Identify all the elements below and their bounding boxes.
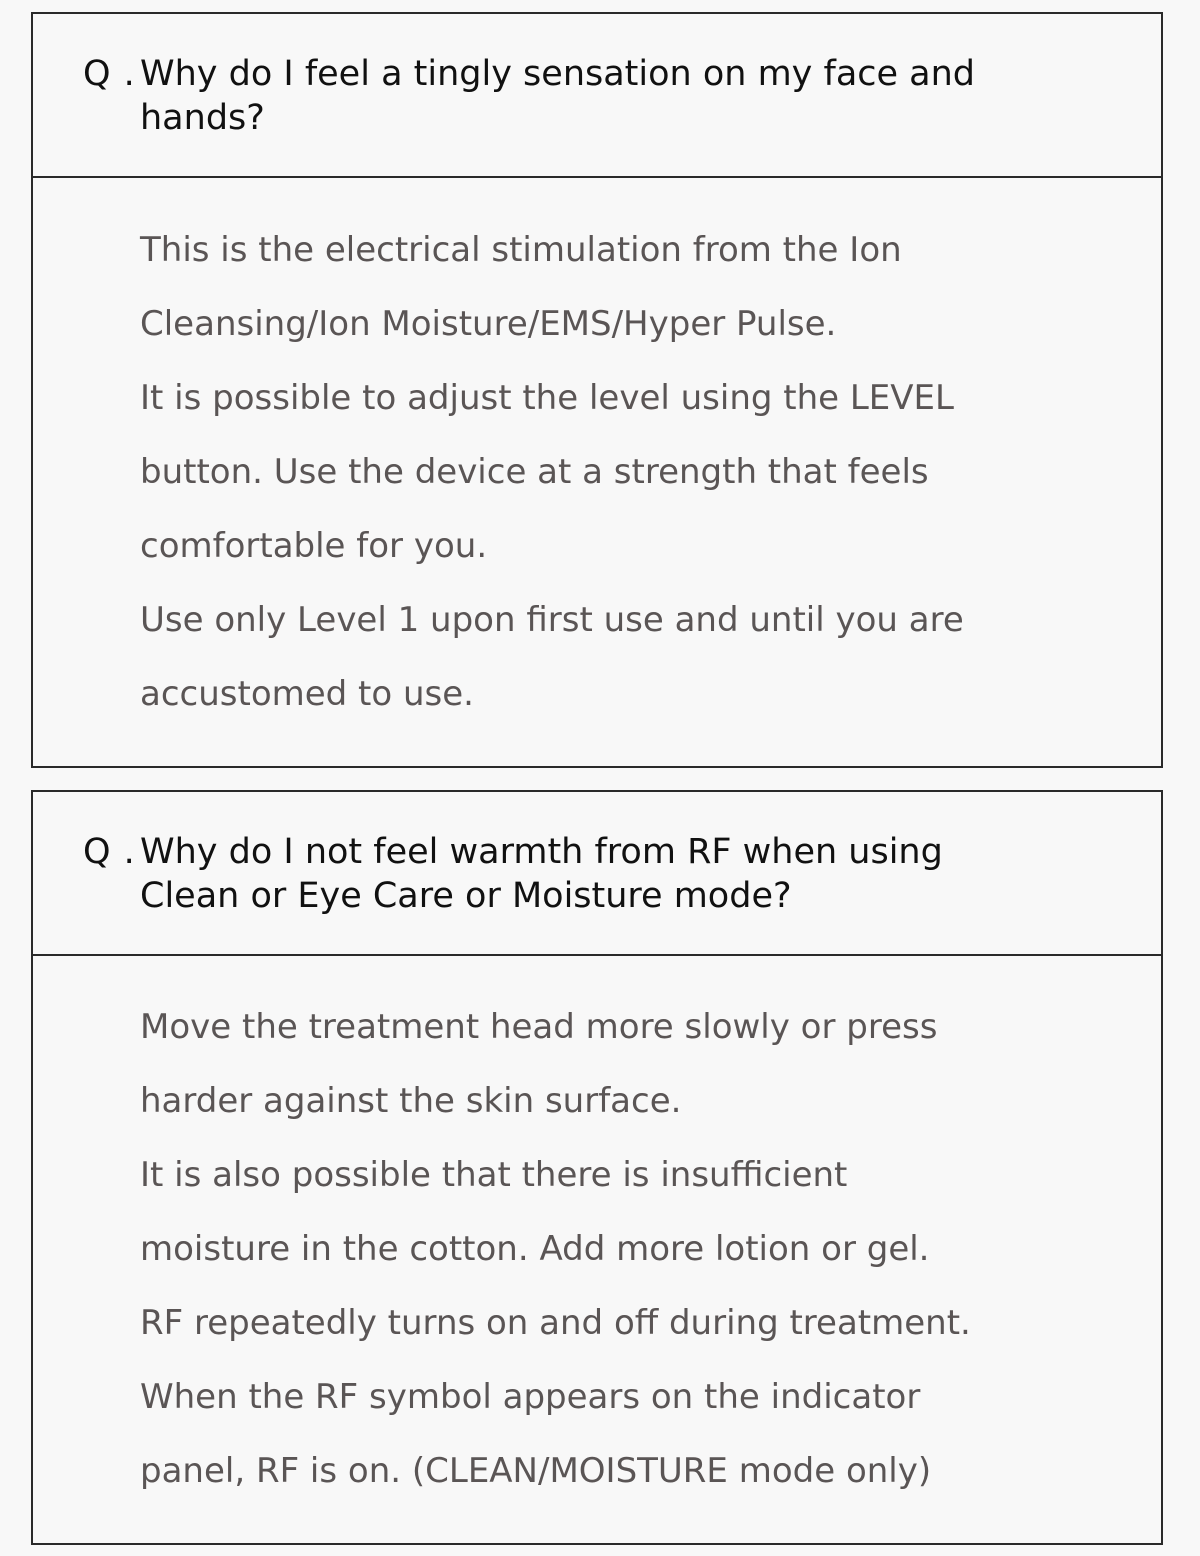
- question-line: Clean or Eye Care or Moisture mode?: [140, 876, 792, 916]
- answer-line: comfortable for you.: [140, 526, 488, 566]
- question-text: [140, 830, 1100, 918]
- answer-line: When the RF symbol appears on the indicator: [140, 1377, 921, 1417]
- faq-item-tingly-sensation: [31, 12, 1163, 768]
- question-header: [33, 14, 1161, 178]
- answer-line: Use only Level 1 upon first use and until you are: [140, 600, 964, 640]
- answer-line: button. Use the device at a strength that feels: [140, 452, 929, 492]
- question-marker: Q .: [83, 54, 136, 94]
- answer-text: [140, 213, 1140, 731]
- question-text: [140, 52, 1100, 140]
- answer-line: RF repeatedly turns on and off during treatment.: [140, 1303, 971, 1343]
- answer-line: Move the treatment head more slowly or press: [140, 1007, 938, 1047]
- answer-text: [140, 990, 1140, 1508]
- answer-line: panel, RF is on. (CLEAN/MOISTURE mode only): [140, 1451, 932, 1491]
- answer-line: Cleansing/Ion Moisture/EMS/Hyper Pulse.: [140, 304, 837, 344]
- answer-line: This is the electrical stimulation from the Ion: [140, 230, 902, 270]
- answer-line: It is possible to adjust the level using the LEVEL: [140, 378, 954, 418]
- faq-item-rf-warmth: [31, 790, 1163, 1545]
- question-marker: Q .: [83, 832, 136, 872]
- answer-line: harder against the skin surface.: [140, 1081, 682, 1121]
- question-line: Why do I feel a tingly sensation on my face and: [140, 54, 976, 94]
- question-header: [33, 792, 1161, 956]
- answer-line: accustomed to use.: [140, 674, 474, 714]
- question-line: hands?: [140, 98, 265, 138]
- question-line: Why do I not feel warmth from RF when using: [140, 832, 943, 872]
- answer-line: It is also possible that there is insufficient: [140, 1155, 848, 1195]
- answer-line: moisture in the cotton. Add more lotion or gel.: [140, 1229, 930, 1269]
